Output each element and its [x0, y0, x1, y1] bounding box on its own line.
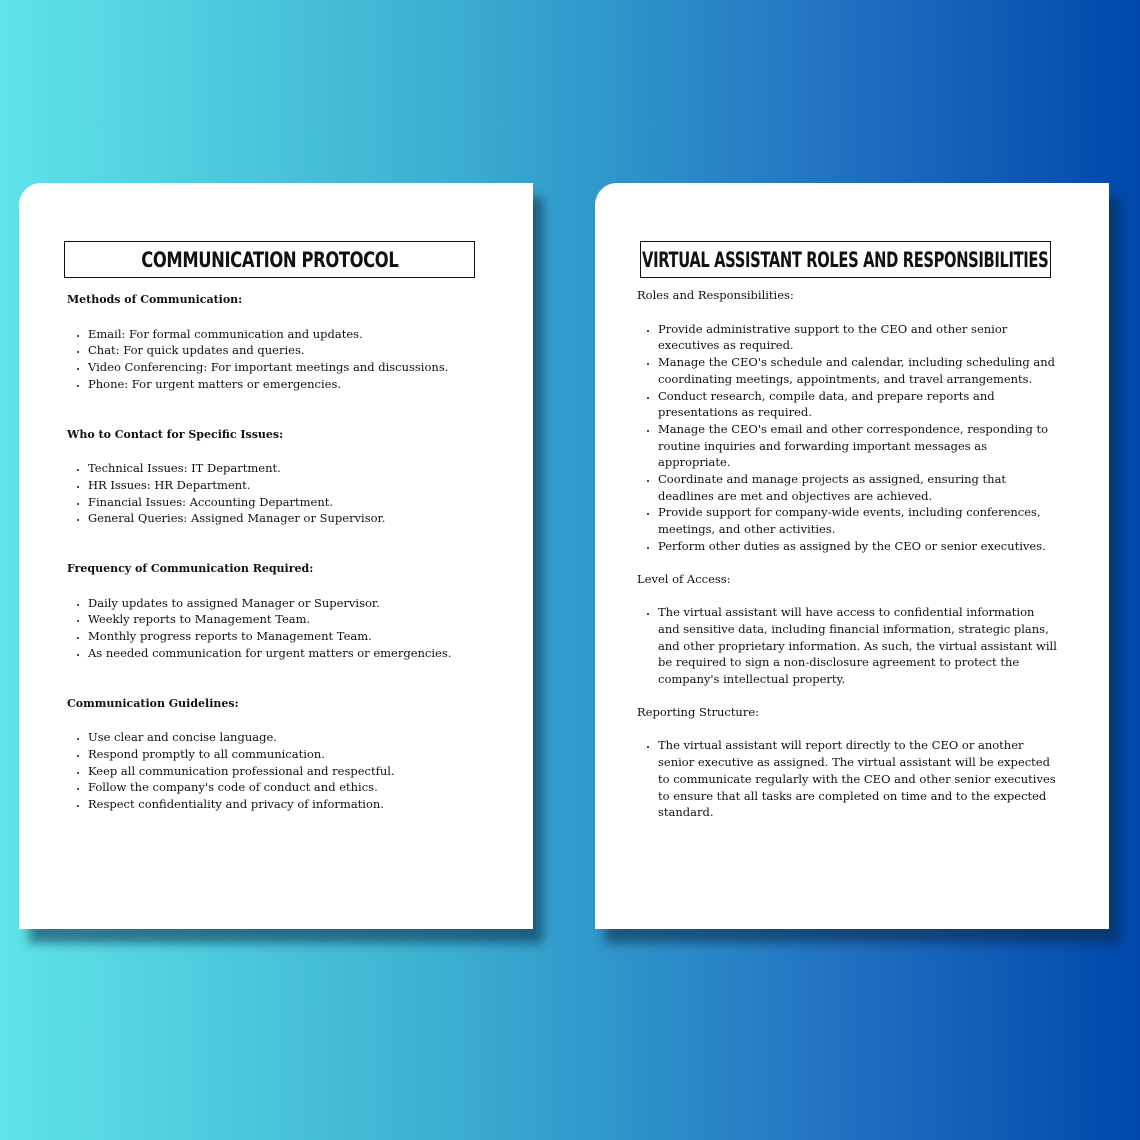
- list-item: • Email: For formal communication and updates.: [88, 326, 493, 343]
- list-item: • Manage the CEO's schedule and calendar, including scheduling and coordinating meetings, appointments, and travel arrangements.: [658, 354, 1059, 387]
- page-content: [637, 287, 1059, 821]
- list-item: • Use clear and concise language.: [88, 729, 493, 746]
- list-item: • Weekly reports to Management Team.: [88, 611, 493, 628]
- section-heading-contacts: Who to Contact for Specific Issues:: [67, 427, 284, 441]
- list-item: • Respond promptly to all communication.: [88, 746, 493, 763]
- guidelines-list: [67, 729, 493, 813]
- list-item: • The virtual assistant will report directly to the CEO or another senior executive as assigned. The virtual assistant will be expected to communicate regularly with the CEO and other senior executives to ensure that all tasks are completed on time and to the expected standard.: [658, 737, 1059, 821]
- list-item: • Daily updates to assigned Manager or Supervisor.: [88, 595, 493, 612]
- list-item: • HR Issues: HR Department.: [88, 477, 493, 494]
- va-roles-page: [595, 183, 1109, 929]
- methods-list: [67, 326, 493, 393]
- list-item: • The virtual assistant will have access to confidential information and sensitive data, including financial information, strategic plans, and other proprietary information. As such, the virtual assistant will be required to sign a non-disclosure agreement to protect the company's intellectual property.: [658, 604, 1059, 688]
- list-item: • Manage the CEO's email and other correspondence, responding to routine inquiries and forwarding important messages as appropriate.: [658, 421, 1059, 471]
- page-title: COMMUNICATION PROTOCOL: [140, 247, 399, 272]
- access-list: [637, 604, 1059, 688]
- section-heading-reporting: Reporting Structure:: [637, 704, 760, 719]
- list-item: • Technical Issues: IT Department.: [88, 460, 493, 477]
- list-item: • Keep all communication professional and respectful.: [88, 763, 493, 780]
- reporting-list: [637, 737, 1059, 821]
- list-item: • Provide support for company-wide events, including conferences, meetings, and other activities.: [658, 504, 1059, 537]
- list-item: • Respect confidentiality and privacy of information.: [88, 796, 493, 813]
- list-item: • Perform other duties as assigned by the CEO or senior executives.: [658, 538, 1059, 555]
- list-item: • Coordinate and manage projects as assigned, ensuring that deadlines are met and objectives are achieved.: [658, 471, 1059, 504]
- list-item: • As needed communication for urgent matters or emergencies.: [88, 645, 493, 662]
- section-heading-frequency: Frequency of Communication Required:: [67, 562, 314, 576]
- contacts-list: [67, 460, 493, 527]
- page-title-box: [64, 241, 475, 278]
- roles-list: [637, 321, 1059, 555]
- list-item: • General Queries: Assigned Manager or Supervisor.: [88, 510, 493, 527]
- page-content: [67, 292, 493, 813]
- section-heading-guidelines: Communication Guidelines:: [67, 696, 239, 710]
- list-item: • Phone: For urgent matters or emergencies.: [88, 376, 493, 393]
- list-item: • Chat: For quick updates and queries.: [88, 342, 493, 359]
- section-heading-access: Level of Access:: [637, 571, 731, 586]
- list-item: • Video Conferencing: For important meetings and discussions.: [88, 359, 493, 376]
- page-title: VIRTUAL ASSISTANT ROLES AND RESPONSIBILITIES: [642, 247, 1049, 272]
- list-item: • Conduct research, compile data, and prepare reports and presentations as required.: [658, 388, 1059, 421]
- page-title-box: [640, 241, 1051, 278]
- section-heading-methods: Methods of Communication:: [67, 293, 243, 306]
- list-item: • Follow the company's code of conduct and ethics.: [88, 779, 493, 796]
- list-item: • Provide administrative support to the CEO and other senior executives as required.: [658, 321, 1059, 354]
- communication-protocol-page: [19, 183, 533, 929]
- section-heading-roles: Roles and Responsibilities:: [637, 288, 794, 302]
- list-item: • Financial Issues: Accounting Department.: [88, 494, 493, 511]
- frequency-list: [67, 595, 493, 662]
- list-item: • Monthly progress reports to Management Team.: [88, 628, 493, 645]
